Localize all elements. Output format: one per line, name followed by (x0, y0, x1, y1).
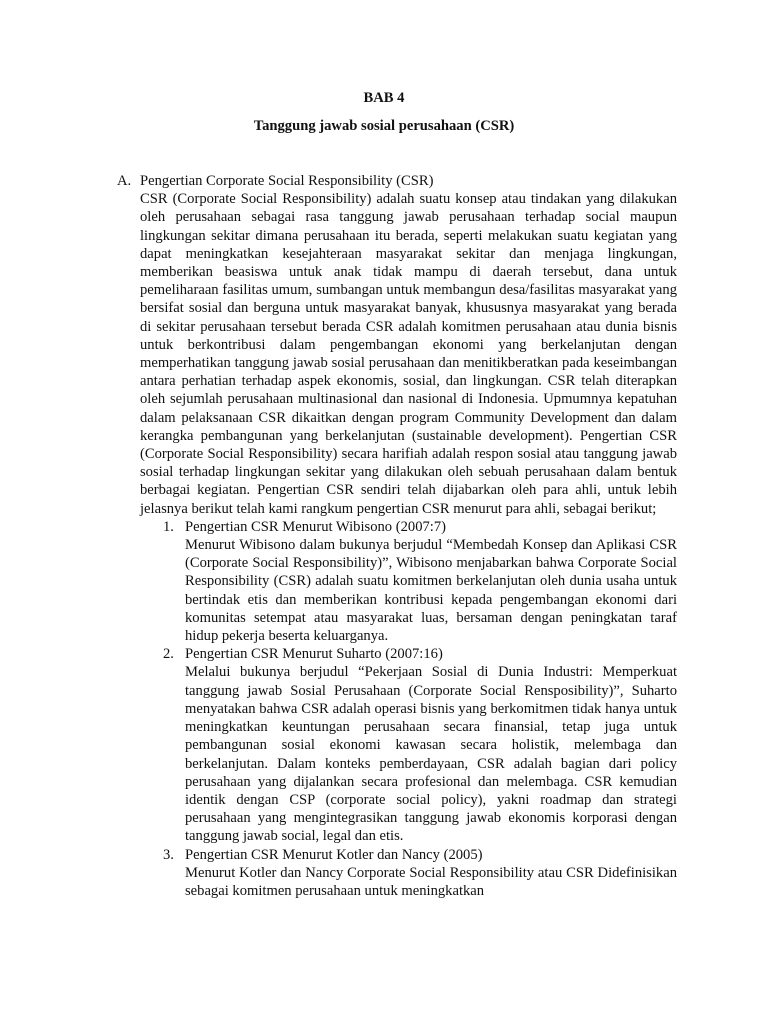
chapter-number: BAB 4 (363, 90, 405, 106)
item-number: 3. (163, 846, 174, 863)
item-text: Menurut Kotler dan Nancy Corporate Social Responsibility atau CSR Didefinisikan sebagai komitmen perusahaan untuk meningkatkan (185, 864, 677, 899)
section-heading-text: Pengertian Corporate Social Responsibility (CSR) (140, 173, 434, 189)
item-text: Menurut Wibisono dalam bukunya berjudul “Membedah Konsep dan Aplikasi CSR (Corporate Social Responsibility)”, Wibisono menjabarkan bahwa Corporate Social Responsibility (CSR) adalah suatu komitmen berkelanjutan oleh dunia usaha untuk bertindak etis dan memberikan kontribusi kepada pengembangan ekonomi dari komunitas setempat atau masyarakat luas, bersaman dengan peningkatan taraf hidup pekerja beserta keluarganya. (185, 537, 677, 645)
definition-item-kotler-nancy (163, 846, 677, 901)
section-paragraph: CSR (Corporate Social Responsibility) adalah suatu konsep atau tindakan yang dilakukan oleh perusahaan sebagai rasa tanggung jawab perusahaan terhadap social maupun lingkungan sekitar dimana perusahaan itu berada, seperti melakukan suatu kegiatan yang dapat meningkatkan kesejahteraan masyarakat sekitar dan menjaga lingkungan, memberikan beasiswa untuk anak tidak mampu di daerah tersebut, dana untuk pemeliharaan fasilitas umum, sumbangan untuk membangun desa/fasilitas masyarakat yang bersifat sosial dan berguna untuk masyarakat banyak, khususnya masyarakat yang berada di sekitar perusahaan tersebut berada CSR adalah komitmen perusahaan atau dunia bisnis untuk berkontribusi dalam pengembangan ekonomi yang berkelanjutan dengan memperhatikan tanggung jawab sosial perusahaan dan menitikberatkan pada keseimbangan antara perhatian terhadap aspek ekonomis, sosial, dan lingkungan. CSR telah diterapkan oleh sejumlah perusahaan multinasional dan nasional di Indonesia. Upmumnya kepatuhan dalam pelaksanaan CSR dikaitkan dengan program Community Development dan dalam kerangka pembangunan yang berkelanjutan (sustainable development). Pengertian CSR (Corporate Social Responsibility) secara harifiah adalah respon sosial atau tanggung jawab sosial terhadap lingkungan sekitar yang dilakukan oleh sebuah perusahaan dalam bentuk berbagai kegiatan. Pengertian CSR sendiri telah dijabarkan oleh para ahli, untuk lebih jelasnya berikut telah kami rangkum pengertian CSR menurut para ahli, sebagai berikut; (140, 191, 677, 517)
item-title: Pengertian CSR Menurut Wibisono (2007:7) (185, 518, 447, 535)
section-a (117, 172, 677, 900)
definition-item-suharto (163, 645, 677, 845)
definition-list (117, 518, 677, 900)
section-heading (117, 172, 677, 190)
chapter-title: Tanggung jawab sosial perusahaan (CSR) (253, 118, 515, 134)
section-letter: A. (117, 173, 132, 189)
item-text: Melalui bukunya berjudul “Pekerjaan Sosial di Dunia Industri: Memperkuat tanggung jawab Sosial Perusahaan (Corporate Social Rensposibility)”, Suharto menyatakan bahwa CSR adalah operasi bisnis yang berkomitmen tidak hanya untuk meningkatkan keuntungan perusahaan secara finansial, tetap juga untuk pembangunan sosial ekonomi kawasan secara holistik, melembaga dan berkelanjutan. Dalam konteks pemberdayaan, CSR adalah bagian dari policy perusahaan yang dijalankan secara profesional dan melembaga. CSR kemudian identik dengan CSP (corporate social policy), yakni roadmap dan strategi perusahaan yang mengintegrasikan tanggung jawab ekonomis korporasi dengan tanggung jawab social, legal dan etis. (185, 664, 677, 845)
item-number: 1. (163, 518, 174, 535)
item-title: Pengertian CSR Menurut Suharto (2007:16) (185, 646, 443, 663)
item-number: 2. (163, 646, 174, 663)
definition-item-wibisono (163, 518, 677, 645)
item-title: Pengertian CSR Menurut Kotler dan Nancy (2005) (185, 846, 483, 863)
